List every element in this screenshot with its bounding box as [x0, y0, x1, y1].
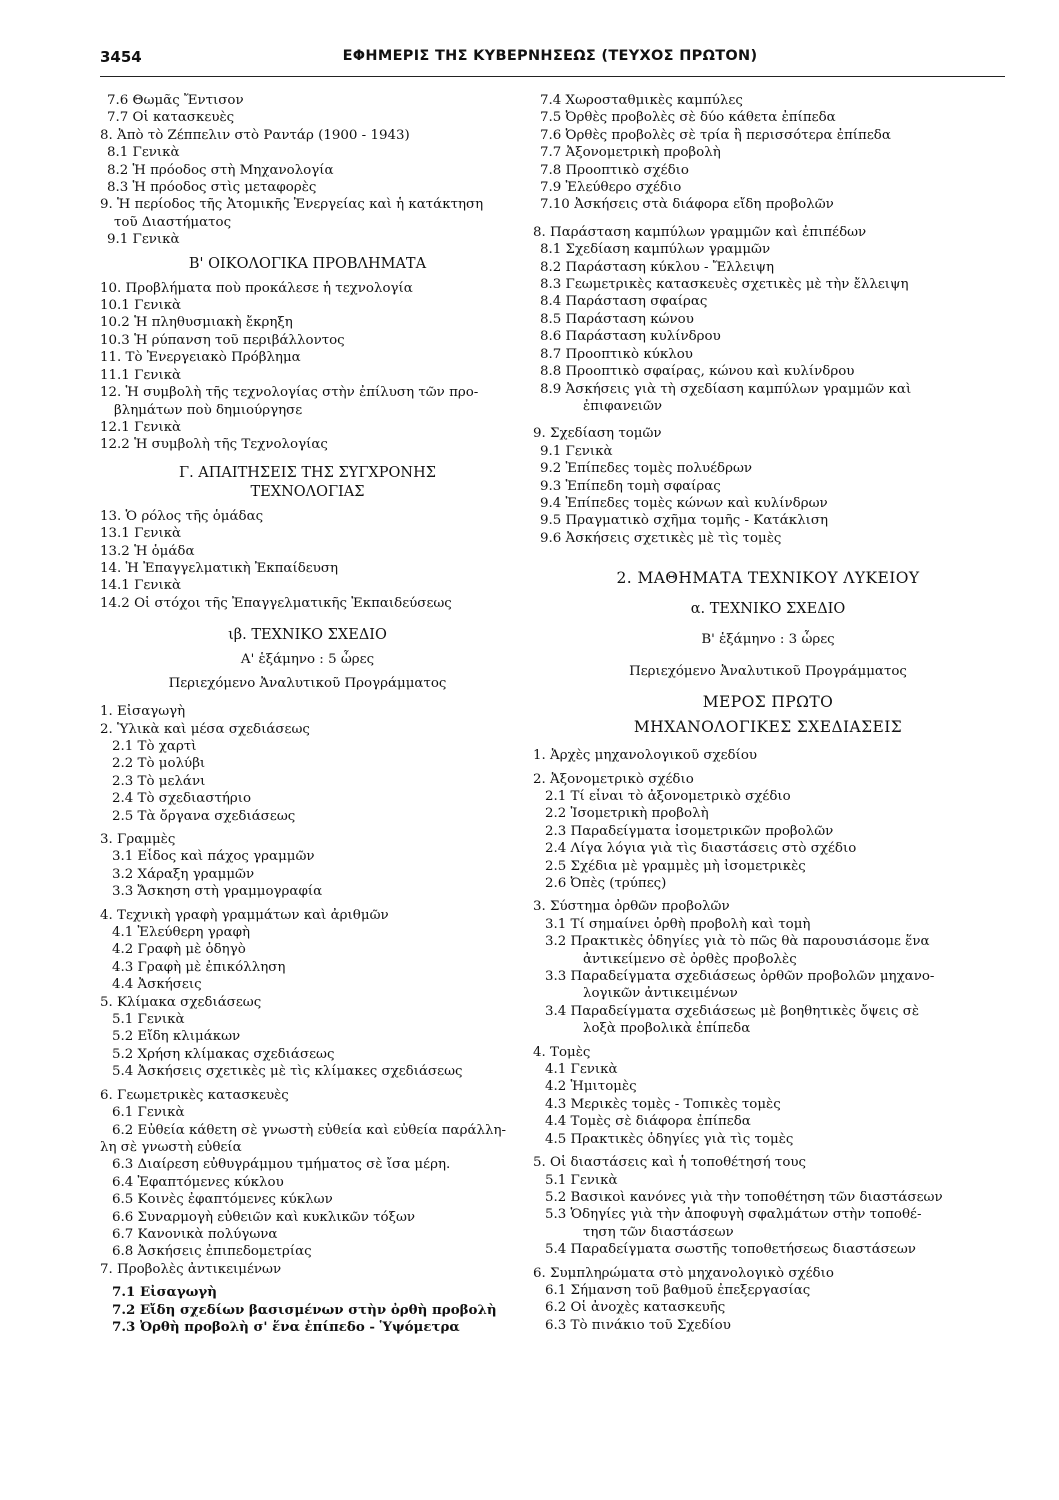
list-item: 9.5 Πραγματικὸ σχῆμα τομῆς - Κατάκλιση: [540, 513, 829, 529]
list-item: 7.5 Ὀρθὲς προβολὲς σὲ δύο κάθετα ἐπίπεδα: [540, 110, 836, 126]
list-item: 8.9 Ἀσκήσεις γιὰ τὴ σχεδίαση καμπύλων γραμμῶν καὶ: [540, 381, 912, 397]
page-header: [100, 48, 1000, 72]
list-item: 14.1 Γενικὰ: [100, 578, 182, 594]
section-heading: Β' ΟΙΚΟΛΟΓΙΚΑ ΠΡΟΒΛΗΜΑΤΑ: [188, 255, 427, 272]
list-item: 9.2 Ἐπίπεδες τομὲς πολυέδρων: [540, 461, 753, 477]
list-item: 7.2 Εἴδη σχεδίων βασισμένων στὴν ὀρθὴ προβολὴ: [112, 1301, 497, 1318]
list-item: 2.2 Ἰσομετρικὴ προβολὴ: [545, 806, 709, 822]
list-item: 6.3 Τὸ πινάκιο τοῦ Σχεδίου: [545, 1317, 731, 1333]
list-item: 4.1 Γενικὰ: [545, 1062, 618, 1078]
list-item: 10.3 Ἡ ρύπανση τοῦ περιβάλλοντος: [100, 332, 345, 348]
contents-heading: Περιεχόμενο Ἀναλυτικοῦ Προγράμματος: [629, 664, 907, 680]
list-item: 4.2 Γραφὴ μὲ ὁδηγὸ: [112, 942, 246, 958]
contents-heading: Περιεχόμενο Ἀναλυτικοῦ Προγράμματος: [168, 676, 447, 692]
list-item: 4.2 Ἡμιτομὲς: [545, 1079, 637, 1095]
list-item: 9.1 Γενικὰ: [107, 232, 180, 248]
list-item: 3.3 Παραδείγματα σχεδιάσεως ὀρθῶν προβολῶν μηχανο-: [545, 969, 935, 985]
list-item: 4.3 Μερικὲς τομὲς - Τοπικὲς τομὲς: [545, 1096, 781, 1112]
part-subheading: ΜΗΧΑΝΟΛΟΓΙΚΕΣ ΣΧΕΔΙΑΣΕΙΣ: [633, 718, 903, 737]
list-item: 6.8 Ἀσκήσεις ἐπιπεδομετρίας: [112, 1244, 312, 1260]
subject-heading: ιβ. ΤΕΧΝΙΚΟ ΣΧΕΔΙΟ: [228, 627, 387, 644]
list-item: ἐπιφανειῶν: [583, 398, 663, 414]
list-item: 8. Παράσταση καμπύλων γραμμῶν καὶ ἐπιπέδων: [533, 224, 867, 240]
list-item: 3.3 Ἄσκηση στὴ γραμμογραφία: [112, 884, 323, 900]
left-column: [100, 92, 515, 1336]
list-item: 5. Οἱ διαστάσεις καὶ ἡ τοποθέτησή τους: [533, 1155, 807, 1171]
list-item: 5.1 Γενικὰ: [545, 1172, 618, 1188]
list-item: 8. Ἀπὸ τὸ Ζέππελιν στὸ Ραντάρ (1900 - 1943): [100, 127, 410, 143]
list-item: 2.1 Τὸ χαρτὶ: [112, 738, 197, 754]
list-item: 1. Ἀρχὲς μηχανολογικοῦ σχεδίου: [533, 748, 758, 764]
list-item: 5.2 Βασικοὶ κανόνες γιὰ τὴν τοποθέτηση τῶν διαστάσεων: [545, 1189, 943, 1205]
list-item: 3.1 Τί σημαίνει ὀρθὴ προβολὴ καὶ τομὴ: [545, 916, 811, 932]
list-item: 5.3 Ὁδηγίες γιὰ τὴν ἀποφυγὴ σφαλμάτων στὴν τοποθέ-: [545, 1207, 922, 1223]
list-item: 7.1 Εἰσαγωγὴ: [112, 1284, 217, 1301]
list-item: 3. Γραμμὲς: [100, 832, 176, 847]
list-item: 7.8 Προοπτικὸ σχέδιο: [540, 162, 689, 178]
header-rule: [100, 76, 1005, 77]
list-item: 7.7 Οἱ κατασκευὲς: [107, 110, 235, 126]
list-item: 5. Κλίμακα σχεδιάσεως: [100, 994, 262, 1010]
list-item: λη σὲ γνωστὴ εὐθεία: [100, 1139, 242, 1155]
list-item: 6.1 Γενικὰ: [112, 1105, 185, 1121]
list-item: 12. Ἡ συμβολὴ τῆς τεχνολογίας στὴν ἐπίλυση τῶν προ-: [100, 385, 479, 401]
list-item: 6.7 Κανονικὰ πολύγωνα: [112, 1226, 278, 1242]
section-heading: ΤΕΧΝΟΛΟΓΙΑΣ: [250, 483, 365, 500]
list-item: λοξὰ προβολικὰ ἐπίπεδα: [583, 1021, 751, 1037]
list-item: 8.8 Προοπτικὸ σφαίρας, κώνου καὶ κυλίνδρου: [540, 364, 855, 380]
list-item: 2.1 Τί εἶναι τὸ ἀξονομετρικὸ σχέδιο: [545, 788, 791, 804]
list-item: 9.1 Γενικὰ: [540, 443, 613, 459]
section-heading: 2. ΜΑΘΗΜΑΤΑ ΤΕΧΝΙΚΟΥ ΛΥΚΕΙΟΥ: [616, 569, 920, 588]
list-item: 2.3 Τὸ μελάνι: [112, 773, 206, 789]
list-item: 4.4 Τομὲς σὲ διάφορα ἐπίπεδα: [545, 1114, 751, 1130]
list-item: 3.4 Παραδείγματα σχεδιάσεως μὲ βοηθητικὲς ὄψεις σὲ: [545, 1003, 920, 1019]
list-item: βλημάτων ποὺ δημιούργησε: [114, 402, 303, 418]
right-column: [533, 92, 1003, 1334]
list-item: 2.5 Σχέδια μὲ γραμμὲς μὴ ἰσομετρικὲς: [545, 858, 806, 874]
list-item: 5.4 Ἀσκήσεις σχετικὲς μὲ τὶς κλίμακες σχεδιάσεως: [112, 1064, 463, 1080]
list-item: 7.9 Ἐλεύθερο σχέδιο: [540, 180, 682, 196]
list-item: 2.6 Ὀπὲς (τρύπες): [545, 876, 667, 891]
list-item: 7. Προβολὲς ἀντικειμένων: [100, 1261, 282, 1277]
list-item: 2.3 Παραδείγματα ἰσομετρικῶν προβολῶν: [545, 823, 834, 839]
list-item: 8.7 Προοπτικὸ κύκλου: [540, 346, 693, 362]
list-item: 6.6 Συναρμογὴ εὐθειῶν καὶ κυκλικῶν τόξων: [112, 1209, 416, 1225]
list-item: 9.6 Ἀσκήσεις σχετικὲς μὲ τὶς τομὲς: [540, 530, 782, 546]
list-item: 7.6 Θωμᾶς Ἔντισον: [107, 93, 244, 108]
list-item: 6.2 Εὐθεία κάθετη σὲ γνωστὴ εὐθεία καὶ εὐθεία παράλλη-: [112, 1122, 507, 1138]
list-item: τηση τῶν διαστάσεων: [583, 1224, 734, 1240]
list-item: 9. Ἡ περίοδος τῆς Ἀτομικῆς Ἐνεργείας καὶ ἡ κατάκτηση: [100, 197, 484, 213]
list-item: 8.1 Γενικὰ: [107, 145, 180, 161]
list-item: 4.3 Γραφὴ μὲ ἐπικόλληση: [112, 959, 286, 975]
list-item: 6.1 Σήμανση τοῦ βαθμοῦ ἐπεξεργασίας: [545, 1282, 811, 1298]
part-heading: ΜΕΡΟΣ ΠΡΩΤΟ: [702, 693, 834, 712]
list-item: 10.2 Ἡ πληθυσμιακὴ ἔκρηξη: [100, 315, 293, 331]
list-item: 2. Ἀξονομετρικὸ σχέδιο: [533, 771, 694, 787]
list-item: 7.7 Ἀξονομετρικὴ προβολὴ: [540, 145, 721, 161]
list-item: 3. Σύστημα ὀρθῶν προβολῶν: [533, 899, 730, 915]
list-item: 3.2 Πρακτικὲς ὁδηγίες γιὰ τὸ πῶς θὰ παρουσιάσομε ἕνα: [545, 934, 930, 950]
list-item: 9.4 Ἐπίπεδες τομὲς κώνων καὶ κυλίνδρων: [540, 495, 828, 511]
list-item: 13.2 Ἡ ὁμάδα: [100, 543, 195, 559]
list-item: 7.3 Ὀρθὴ προβολὴ σ' ἕνα ἐπίπεδο - Ὑψόμετρα: [112, 1318, 460, 1335]
list-item: 5.4 Παραδείγματα σωστῆς τοποθετήσεως διαστάσεων: [545, 1242, 916, 1258]
list-item: 12.2 Ἡ συμβολὴ τῆς Τεχνολογίας: [100, 437, 328, 453]
section-heading: Γ. ΑΠΑΙΤΗΣΕΙΣ ΤΗΣ ΣΥΓΧΡΟΝΗΣ: [179, 464, 436, 481]
list-item: 8.4 Παράσταση σφαίρας: [540, 294, 708, 310]
list-item: 2.2 Τὸ μολύβι: [112, 756, 206, 772]
list-item: 6.3 Διαίρεση εὐθυγράμμου τμήματος σὲ ἴσα μέρη.: [112, 1157, 451, 1173]
semester-hours: Α' ἑξάμηνο : 5 ὧρες: [240, 652, 375, 668]
list-item: 8.1 Σχεδίαση καμπύλων γραμμῶν: [540, 242, 771, 258]
list-item: 9. Σχεδίαση τομῶν: [533, 426, 662, 442]
list-item: 3.2 Χάραξη γραμμῶν: [112, 866, 255, 882]
list-item: 4.5 Πρακτικὲς ὁδηγίες γιὰ τὶς τομὲς: [545, 1131, 794, 1147]
list-item: 1. Εἰσαγωγὴ: [100, 704, 186, 720]
list-item: 5.2 Εἴδη κλιμάκων: [112, 1029, 241, 1045]
list-item: 2.4 Τὸ σχεδιαστήριο: [112, 791, 252, 807]
list-item: 8.3 Γεωμετρικὲς κατασκευὲς σχετικὲς μὲ τὴν ἔλλειψη: [540, 277, 909, 293]
list-item: 8.5 Παράσταση κώνου: [540, 311, 694, 327]
list-item: 13. Ὁ ρόλος τῆς ὁμάδας: [100, 508, 264, 524]
list-item: 6. Γεωμετρικὲς κατασκευὲς: [100, 1087, 289, 1103]
list-item: 8.6 Παράσταση κυλίνδρου: [540, 329, 721, 345]
list-item: 8.2 Παράσταση κύκλου - Ἔλλειψη: [540, 259, 774, 275]
list-item: 8.3 Ἡ πρόοδος στὶς μεταφορὲς: [107, 180, 317, 196]
list-item: 5.1 Γενικὰ: [112, 1012, 185, 1028]
list-item: 11.1 Γενικὰ: [100, 367, 182, 383]
subject-heading: α. ΤΕΧΝΙΚΟ ΣΧΕΔΙΟ: [690, 601, 846, 618]
semester-hours: Β' ἑξάμηνο : 3 ὧρες: [701, 632, 835, 648]
list-item: 14. Ἡ Ἐπαγγελματικὴ Ἐκπαίδευση: [100, 560, 339, 576]
list-item: λογικῶν ἀντικειμένων: [583, 986, 738, 1002]
list-item: 10.1 Γενικὰ: [100, 298, 182, 314]
list-item: 6.4 Ἐφαπτόμενες κύκλου: [112, 1174, 284, 1190]
list-item: 6. Συμπληρώματα στὸ μηχανολογικὸ σχέδιο: [533, 1265, 834, 1281]
list-item: 8.2 Ἡ πρόοδος στὴ Μηχανολογία: [107, 162, 334, 178]
journal-title: ΕΦΗΜΕΡΙΣ ΤΗΣ ΚΥΒΕΡΝΗΣΕΩΣ (ΤΕΥΧΟΣ ΠΡΩΤΟΝ): [342, 48, 758, 64]
list-item: 7.4 Χωροσταθμικὲς καμπύλες: [540, 93, 743, 108]
list-item: ἀντικείμενο σὲ ὀρθὲς προβολὲς: [583, 951, 797, 967]
list-item: 11. Τὸ Ἐνεργειακὸ Πρόβλημα: [100, 350, 301, 366]
list-item: 4.1 Ἐλεύθερη γραφὴ: [112, 925, 251, 941]
list-item: 3.1 Εἶδος καὶ πάχος γραμμῶν: [112, 849, 315, 865]
list-item: 6.5 Κοινὲς ἐφαπτόμενες κύκλων: [112, 1192, 333, 1208]
list-item: 5.2 Χρήση κλίμακας σχεδιάσεως: [112, 1046, 335, 1062]
list-item: 7.10 Ἀσκήσεις στὰ διάφορα εἴδη προβολῶν: [540, 197, 834, 213]
list-item: 2.5 Τὰ ὄργανα σχεδιάσεως: [112, 808, 296, 824]
list-item: 2. Ὑλικὰ καὶ μέσα σχεδιάσεως: [100, 721, 310, 737]
list-item: 7.6 Ὀρθὲς προβολὲς σὲ τρία ἢ περισσότερα ἐπίπεδα: [540, 127, 891, 143]
list-item: 9.3 Ἐπίπεδη τομὴ σφαίρας: [540, 478, 721, 494]
list-item: 6.2 Οἱ ἀνοχὲς κατασκευῆς: [545, 1300, 726, 1316]
page-number: 3454: [100, 48, 142, 66]
list-item: 14.2 Οἱ στόχοι τῆς Ἐπαγγελματικῆς Ἐκπαιδεύσεως: [100, 595, 452, 611]
list-item: 4.4 Ἀσκήσεις: [112, 977, 202, 993]
list-item: 12.1 Γενικὰ: [100, 419, 182, 435]
list-item: 13.1 Γενικὰ: [100, 526, 182, 542]
list-item: 4. Τεχνικὴ γραφὴ γραμμάτων καὶ ἀριθμῶν: [100, 907, 389, 923]
list-item: 4. Τομὲς: [533, 1044, 591, 1060]
list-item: τοῦ Διαστήματος: [114, 214, 232, 230]
list-item: 10. Προβλήματα ποὺ προκάλεσε ἡ τεχνολογία: [100, 280, 413, 296]
list-item: 2.4 Λίγα λόγια γιὰ τὶς διαστάσεις στὸ σχέδιο: [545, 841, 857, 857]
